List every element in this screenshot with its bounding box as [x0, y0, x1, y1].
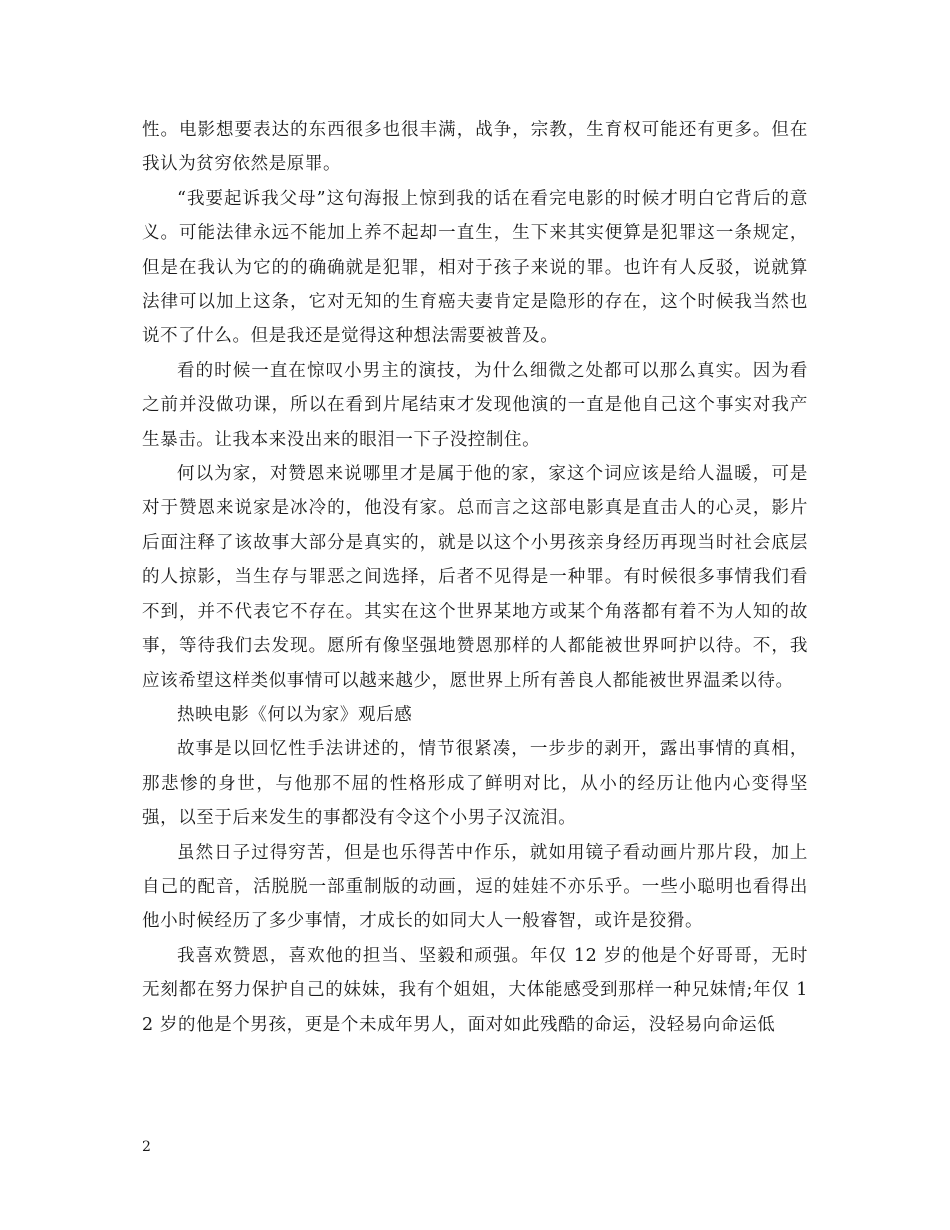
section-heading: 热映电影《何以为家》观后感: [177, 704, 413, 725]
document-page: [142, 113, 808, 1042]
paragraph-7: 我喜欢赞恩，喜欢他的担当、坚毅和顽强。年仅 12 岁的他是个好哥哥，无时无刻都在努力保护自己的妹妹，我有个姐姐，大体能感受到那样一种兄妹情;年仅 12 岁的他是个男孩，更是个未成年男人，面对如此残酷的命运，没轻易向命运低: [142, 945, 808, 1035]
paragraph-2: “我要起诉我父母”这句海报上惊到我的话在看完电影的时候才明白它背后的意义。可能法律永远不能加上养不起却一直生，生下来其实便算是犯罪这一条规定，但是在我认为它的的确确就是犯罪，相对于孩子来说的罪。也许有人反驳，说就算法律可以加上这条，它对无知的生育癌夫妻肯定是隐形的存在，这个时候我当然也说不了什么。但是我还是觉得这种想法需要被普及。: [142, 188, 808, 347]
paragraph-4: 何以为家，对赞恩来说哪里才是属于他的家，家这个词应该是给人温暖，可是对于赞恩来说家是冰冷的，他没有家。总而言之这部电影真是直击人的心灵，影片后面注释了该故事大部分是真实的，就是以这个小男孩亲身经历再现当时社会底层的人掠影，当生存与罪恶之间选择，后者不见得是一种罪。有时候很多事情我们看不到，并不代表它不存在。其实在这个世界某地方或某个角落都有着不为人知的故事，等待我们去发现。愿所有像坚强地赞恩那样的人都能被世界呵护以待。不，我应该希望这样类似事情可以越来越少，愿世界上所有善良人都能被世界温柔以待。: [142, 464, 808, 691]
paragraph-1: 性。电影想要表达的东西很多也很丰满，战争，宗教，生育权可能还有更多。但在我认为贫穷依然是原罪。: [142, 120, 808, 175]
paragraph-3: 看的时候一直在惊叹小男主的演技，为什么细微之处都可以那么真实。因为看之前并没做功课，所以在看到片尾结束才发现他演的一直是他自己这个事实对我产生暴击。让我本来没出来的眼泪一下子没控制住。: [142, 360, 808, 450]
paragraph-6: 虽然日子过得穷苦，但是也乐得苦中作乐，就如用镜子看动画片那片段，加上自己的配音，活脱脱一部重制版的动画，逗的娃娃不亦乐乎。一些小聪明也看得出他小时候经历了多少事情，才成长的如同大人一般睿智，或许是狡猾。: [142, 842, 808, 932]
page-number: 2: [142, 1139, 151, 1155]
paragraph-5: 故事是以回忆性手法讲述的，情节很紧凑，一步步的剥开，露出事情的真相，那悲惨的身世，与他那不屈的性格形成了鲜明对比，从小的经历让他内心变得坚强，以至于后来发生的事都没有令这个小男子汉流泪。: [142, 739, 808, 829]
